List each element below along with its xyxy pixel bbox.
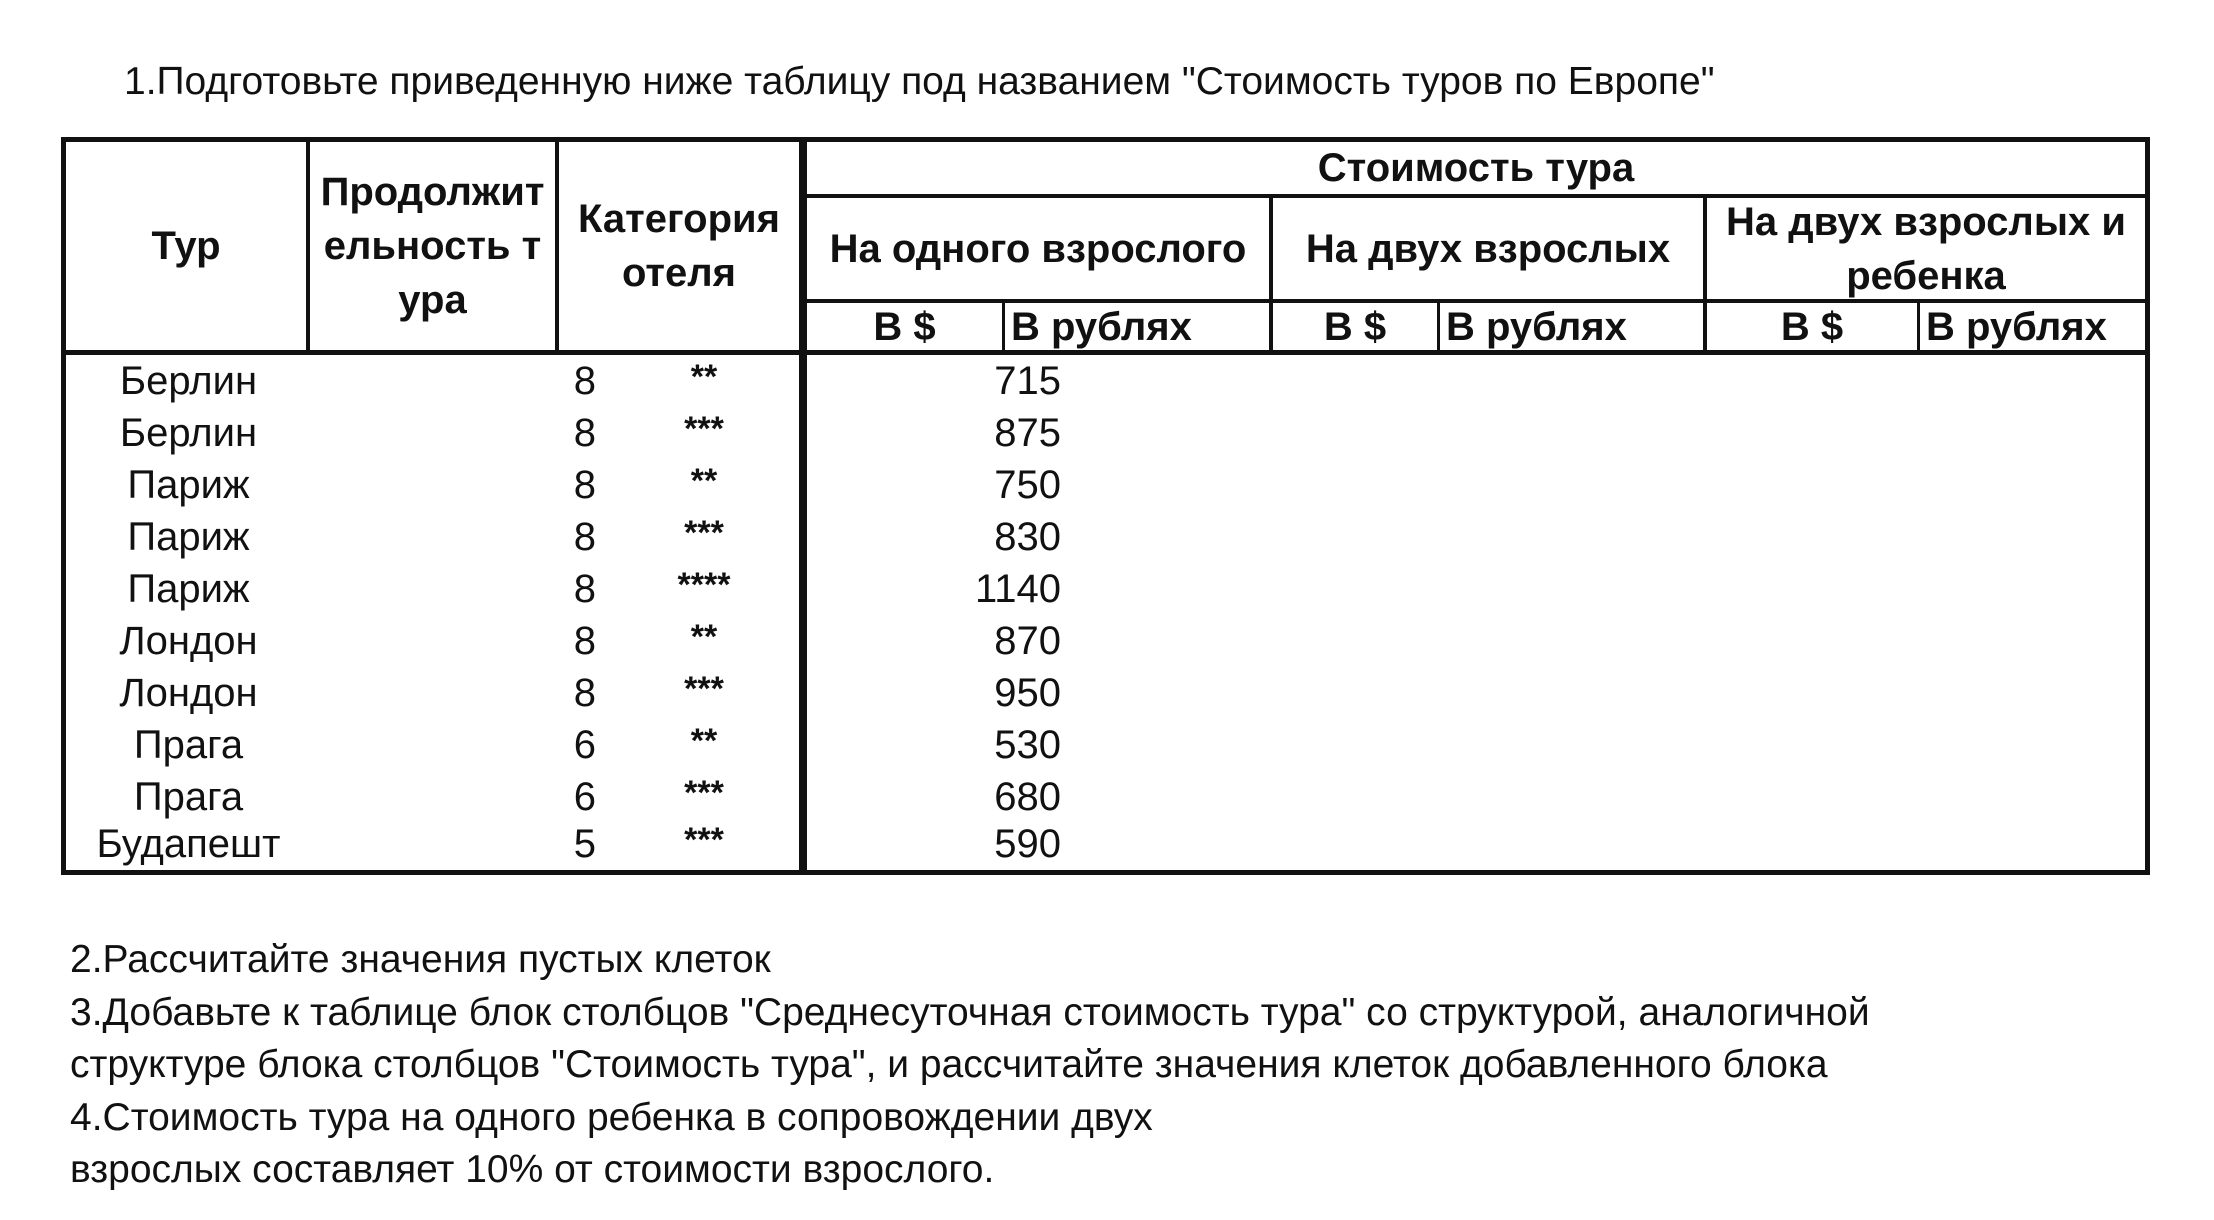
header-cost: Стоимость тура [1317, 146, 1635, 190]
usd-cell: 875 [994, 411, 1061, 455]
header-rub: В рублях [1446, 304, 1627, 349]
usd-cell: 590 [994, 822, 1061, 866]
instruction-line: 3.Добавьте к таблице блок столбцов "Среднесуточная стоимость тура" со структурой, аналогичной [70, 990, 1870, 1034]
table-row [66, 667, 2145, 719]
header-duration: Продолжит ельность тура [320, 170, 545, 322]
usd-cell: 530 [994, 723, 1061, 767]
header-category: Категория отеля [578, 197, 780, 295]
tour-cell: Прага [133, 775, 244, 819]
duration-cell: 8 [573, 515, 596, 559]
header-one-adult: На одного взрослого [829, 226, 1247, 271]
usd-cell: 715 [994, 359, 1061, 403]
page-title: 1.Подготовьте приведенную ниже таблицу под названием "Стоимость туров по Европе" [124, 60, 1715, 103]
usd-cell: 680 [994, 775, 1061, 819]
usd-cell: 750 [994, 463, 1061, 507]
instruction-line: структуре блока столбцов "Стоимость тура", и рассчитайте значения клеток добавленного блока [70, 1043, 1828, 1086]
header-usd: В $ [1323, 304, 1387, 349]
duration-cell: 8 [573, 411, 596, 455]
table-row [66, 771, 2145, 823]
category-cell: *** [684, 410, 724, 448]
category-cell: **** [677, 566, 731, 604]
tour-cell: Лондон [119, 619, 258, 663]
table-row [66, 459, 2145, 511]
tour-cell: Париж [127, 515, 250, 559]
category-cell: *** [684, 774, 724, 812]
usd-cell: 870 [994, 619, 1061, 663]
tour-cell: Берлин [119, 359, 258, 403]
tour-cell: Будапешт [96, 822, 281, 866]
header-rub: В рублях [1926, 304, 2107, 349]
category-cell: ** [690, 462, 718, 500]
duration-cell: 8 [573, 359, 596, 403]
tour-cell: Берлин [119, 411, 258, 455]
header-rub: В рублях [1011, 304, 1192, 349]
tour-cell: Париж [127, 567, 250, 611]
table-row [66, 407, 2145, 459]
category-cell: *** [684, 821, 724, 859]
duration-cell: 6 [573, 775, 596, 819]
duration-cell: 5 [573, 822, 596, 866]
duration-cell: 8 [573, 463, 596, 507]
table-row [66, 615, 2145, 667]
duration-cell: 8 [573, 567, 596, 611]
table-row [66, 818, 2145, 870]
category-cell: ** [690, 722, 718, 760]
usd-cell: 1140 [974, 567, 1061, 611]
usd-cell: 950 [994, 671, 1061, 715]
tour-cell: Париж [127, 463, 250, 507]
category-cell: *** [684, 514, 724, 552]
duration-cell: 8 [573, 619, 596, 663]
category-cell: ** [690, 358, 718, 396]
category-cell: ** [690, 618, 718, 656]
usd-cell: 830 [994, 515, 1061, 559]
header-two-adults: На двух взрослых [1305, 226, 1671, 271]
header-tour: Тур [151, 224, 221, 268]
duration-cell: 8 [573, 671, 596, 715]
instruction-line: 4.Стоимость тура на одного ребенка в сопровождении двух [70, 1095, 1153, 1139]
instructions [70, 934, 1870, 1197]
tour-cell: Прага [133, 723, 244, 767]
header-two-adults-child: На двух взрослых и ребенка [1726, 199, 2126, 298]
tour-cell: Лондон [119, 671, 258, 715]
header-usd: В $ [873, 304, 936, 349]
tour-cost-table [61, 137, 2150, 875]
category-cell: *** [684, 670, 724, 708]
table-row [66, 355, 2145, 407]
duration-cell: 6 [573, 723, 596, 767]
instruction-line: взрослых составляет 10% от стоимости взрослого. [70, 1148, 995, 1191]
table-row [66, 563, 2145, 615]
table-row [66, 511, 2145, 563]
table-row [66, 719, 2145, 771]
header-usd: В $ [1780, 304, 1844, 349]
instruction-line: 2.Рассчитайте значения пустых клеток [70, 938, 771, 981]
